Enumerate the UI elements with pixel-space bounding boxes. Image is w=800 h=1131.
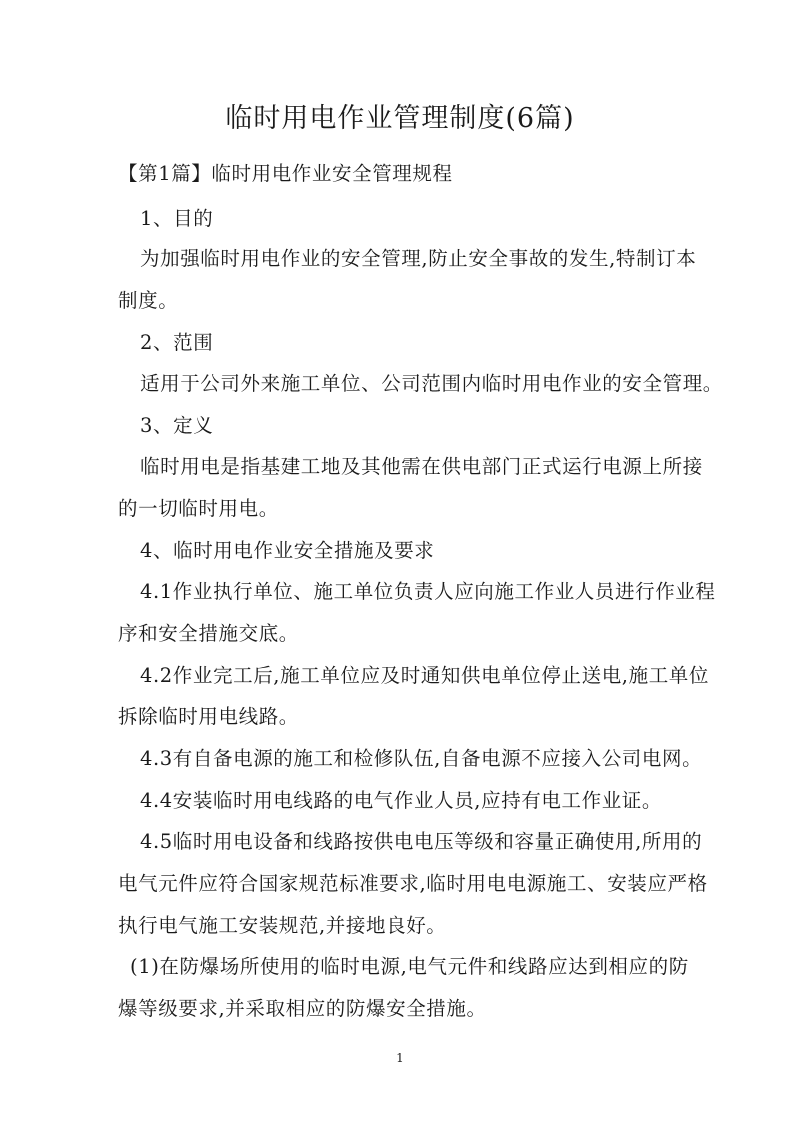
paragraph-line: 2、范围 (140, 331, 214, 354)
document-title: 临时用电作业管理制度(6篇) (225, 103, 575, 134)
paragraph-line: 4、临时用电作业安全措施及要求 (140, 539, 435, 562)
paragraph-line: 4.3有自备电源的施工和检修队伍,自备电源不应接入公司电网。 (140, 747, 703, 770)
paragraph-line: 爆等级要求,并采取相应的防爆安全措施。 (118, 997, 487, 1020)
paragraph-line: 4.2作业完工后,施工单位应及时通知供电单位停止送电,施工单位 (140, 664, 710, 687)
paragraph-line: 4.1作业执行单位、施工单位负责人应向施工作业人员进行作业程 (140, 580, 716, 603)
paragraph-line: 为加强临时用电作业的安全管理,防止安全事故的发生,特制订本 (140, 247, 697, 270)
paragraph-line: 临时用电是指基建工地及其他需在供电部门正式运行电源上所接 (140, 455, 703, 478)
paragraph-line: 制度。 (118, 289, 179, 312)
paragraph-line: 拆除临时用电线路。 (118, 705, 299, 728)
paragraph-line: 序和安全措施交底。 (118, 622, 299, 645)
paragraph-line: 的一切临时用电。 (118, 497, 279, 520)
section-heading: 【第1篇】临时用电作业安全管理规程 (118, 162, 453, 185)
paragraph-line: (1)在防爆场所使用的临时电源,电气元件和线路应达到相应的防 (130, 955, 689, 978)
paragraph-line: 适用于公司外来施工单位、公司范围内临时用电作业的安全管理。 (140, 372, 723, 395)
paragraph-line: 4.4安装临时用电线路的电气作业人员,应持有电工作业证。 (140, 789, 663, 812)
page-number: 1 (396, 1051, 404, 1065)
paragraph-line: 3、定义 (140, 414, 214, 437)
paragraph-line: 执行电气施工安装规范,并接地良好。 (118, 914, 447, 937)
paragraph-line: 4.5临时用电设备和线路按供电电压等级和容量正确使用,所用的 (140, 830, 703, 853)
paragraph-line: 电气元件应符合国家规范标准要求,临时用电电源施工、安装应严格 (118, 872, 708, 895)
paragraph-line: 1、目的 (140, 207, 214, 230)
